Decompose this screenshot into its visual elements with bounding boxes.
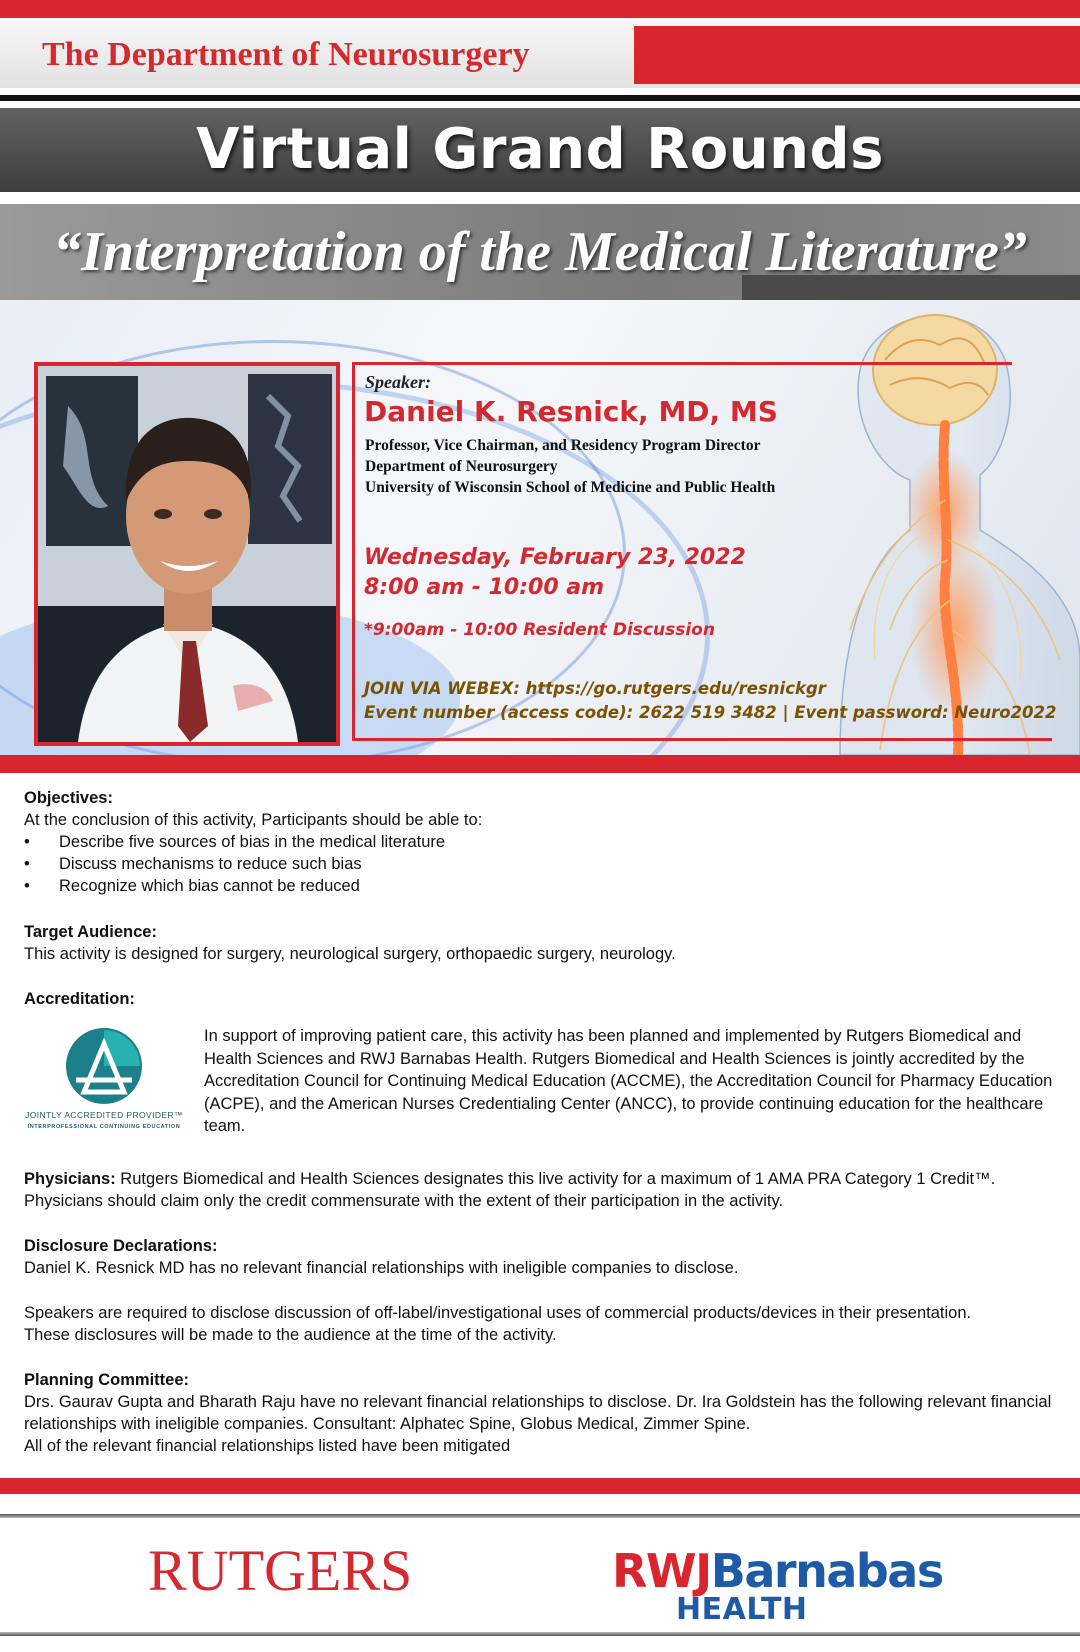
speaker-label: Speaker: xyxy=(365,372,431,392)
objectives-intro: At the conclusion of this activity, Participants should be able to: xyxy=(24,811,483,829)
bullet-icon: • xyxy=(24,877,30,895)
physicians-paragraph xyxy=(24,1168,1054,1212)
health-logo-text: HEALTH xyxy=(676,1592,808,1627)
series-title: Virtual Grand Rounds xyxy=(196,117,884,182)
logo-caption: JOINTLY ACCREDITED PROVIDER™ xyxy=(25,1110,183,1120)
planning-heading: Planning Committee: xyxy=(24,1371,190,1389)
physicians-text: Rutgers Biomedical and Health Sciences designates this live activity for a maximum of 1 AMA PRA Category 1 Credit™. Physicians should claim only the credit commensurate with the extent of their participation in the activity. xyxy=(24,1170,996,1210)
speaker-photo xyxy=(34,362,340,746)
objective-item: Discuss mechanisms to reduce such bias xyxy=(59,855,362,873)
speaker-university: University of Wisconsin School of Medicine and Public Health xyxy=(365,479,776,496)
objective-item: Recognize which bias cannot be reduced xyxy=(59,877,360,895)
bullet-icon: • xyxy=(24,855,30,873)
accreditation-logo-icon xyxy=(16,1022,192,1112)
info-frame-left xyxy=(352,362,355,740)
access-info: Event number (access code): 2622 519 3482 | Event password: Neuro2022 xyxy=(364,703,1057,722)
speaker-title: Professor, Vice Chairman, and Residency Program Director xyxy=(365,437,761,454)
accreditation-heading: Accreditation: xyxy=(24,990,135,1008)
talk-title: “Interpretation of the Medical Literature” xyxy=(53,221,1027,283)
rwj-barnabas-logo xyxy=(612,1544,943,1598)
bullet-icon: • xyxy=(24,833,30,851)
resident-discussion: *9:00am - 10:00 Resident Discussion xyxy=(364,620,715,640)
planning-mitigated-text: All of the relevant financial relationships listed have been mitigated xyxy=(24,1437,511,1455)
rutgers-logo: RUTGERS xyxy=(148,1538,413,1603)
footer-red-bar xyxy=(0,1478,1080,1494)
footer-line xyxy=(0,1632,1080,1636)
barnabas-logo-text: Barnabas xyxy=(710,1544,943,1598)
info-frame-top xyxy=(352,362,1012,365)
disclosure-heading: Disclosure Declarations: xyxy=(24,1237,218,1255)
physicians-heading: Physicians: xyxy=(24,1170,116,1188)
rwj-logo-text: RWJ xyxy=(612,1544,711,1598)
target-audience-heading: Target Audience: xyxy=(24,923,157,941)
speaker-photo-image xyxy=(38,366,336,742)
accreditation-text: In support of improving patient care, this activity has been planned and implemented by Rutgers Biomedical and Health Sciences and RWJ Barnabas Health. Rutgers Biomedical and Health Sciences is jointly accredited by the Accreditation Council for Continuing Medical Education (ACCME), the Accreditation Council for Pharmacy Education (ACPE), and the American Nurses Credentialing Center (ANCC), to provide continuing education for the healthcare team. xyxy=(204,1027,1053,1135)
logo-subcaption: INTERPROFESSIONAL CONTINUING EDUCATION xyxy=(27,1124,181,1130)
header-divider xyxy=(0,95,1080,101)
department-red-accent xyxy=(634,26,1080,84)
target-audience-text: This activity is designed for surgery, neurological surgery, orthopaedic surgery, neurology. xyxy=(24,945,676,963)
top-red-bar xyxy=(0,0,1080,18)
info-frame-bottom xyxy=(352,738,1052,741)
disclosure-speaker-text: Daniel K. Resnick MD has no relevant financial relationships with ineligible companies to disclose. xyxy=(24,1259,739,1277)
objectives-heading: Objectives: xyxy=(24,789,113,807)
event-time: 8:00 am - 10:00 am xyxy=(364,575,605,600)
webex-link[interactable]: JOIN VIA WEBEX: https://go.rutgers.edu/resnickgr xyxy=(364,679,826,698)
planning-text: Drs. Gaurav Gupta and Bharath Raju have no relevant financial relationships to disclose. Dr. Ira Goldstein has the following relevant financial relationships with ineligible companies. Consultant: Alphatec Spine, Globus Medical, Zimmer Spine. xyxy=(24,1393,1052,1433)
disclosure-offlabel-text: Speakers are required to disclose discussion of off-label/investigational uses of commercial products/devices in their presentation. These disclosures will be made to the audience at the time of the activity. xyxy=(24,1304,972,1344)
objective-item: Describe five sources of bias in the medical literature xyxy=(59,833,446,851)
speaker-name: Daniel K. Resnick, MD, MS xyxy=(364,395,778,428)
event-date: Wednesday, February 23, 2022 xyxy=(364,545,746,570)
footer-line xyxy=(0,1514,1080,1518)
speaker-department: Department of Neurosurgery xyxy=(365,458,558,475)
section-divider xyxy=(0,755,1080,773)
department-title: The Department of Neurosurgery xyxy=(42,36,530,73)
